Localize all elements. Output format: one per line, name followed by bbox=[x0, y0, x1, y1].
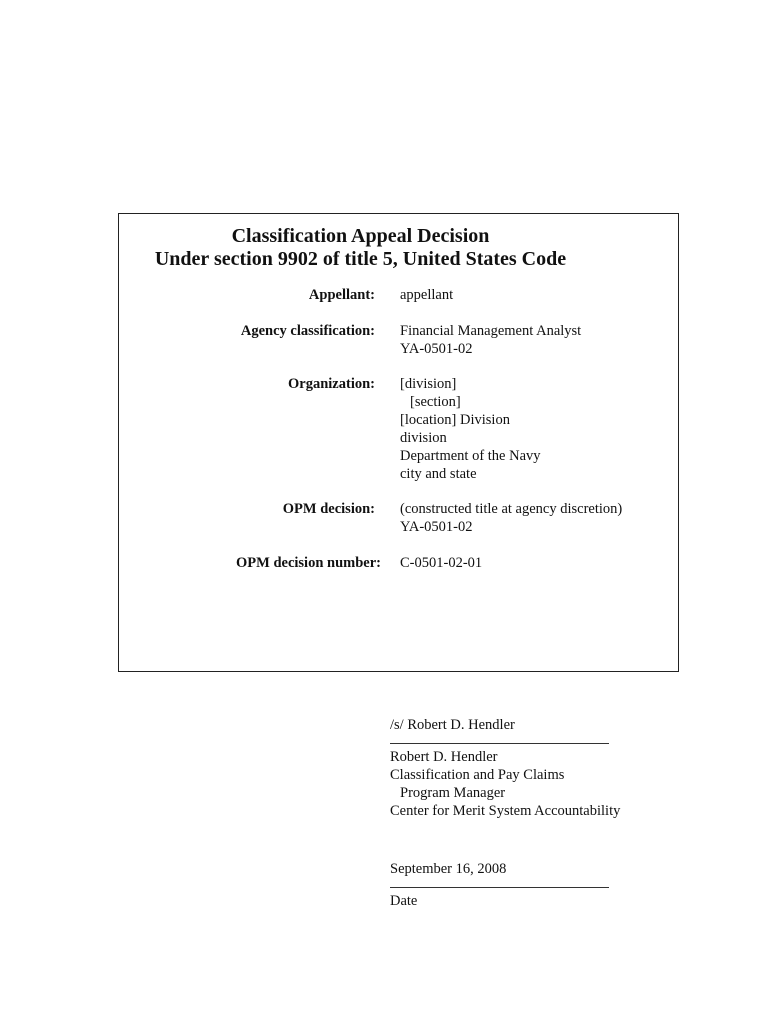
organization-line: division bbox=[400, 430, 447, 446]
organization-line: [section] bbox=[410, 394, 461, 410]
organization-line: Department of the Navy bbox=[400, 448, 541, 464]
signature-signed: /s/ Robert D. Hendler bbox=[390, 717, 515, 733]
organization-line: [division] bbox=[400, 376, 457, 392]
organization-line: city and state bbox=[400, 466, 477, 482]
signature-block bbox=[390, 716, 690, 820]
appellant-value bbox=[400, 286, 453, 304]
organization-value bbox=[400, 375, 541, 483]
organization-label: Organization: bbox=[288, 376, 375, 392]
opm-decision-grade: YA-0501-02 bbox=[400, 519, 473, 535]
document-title: Classification Appeal Decision bbox=[231, 225, 490, 247]
appellant-label: Appellant: bbox=[308, 287, 375, 303]
decision-box bbox=[118, 213, 679, 672]
signature-line bbox=[390, 743, 609, 744]
agency-classification-value bbox=[400, 322, 581, 358]
signer-title: Classification and Pay Claims bbox=[390, 767, 565, 783]
agency-classification-label: Agency classification: bbox=[240, 323, 375, 339]
opm-decision-value bbox=[400, 500, 622, 536]
date-line bbox=[390, 887, 609, 888]
signer-name: Robert D. Hendler bbox=[390, 749, 498, 765]
opm-decision-number: C-0501-02-01 bbox=[400, 555, 483, 571]
appellant-value-line: appellant bbox=[400, 287, 454, 303]
decision-date: September 16, 2008 bbox=[390, 861, 507, 877]
date-block bbox=[390, 860, 690, 910]
agency-classification-grade: YA-0501-02 bbox=[400, 341, 473, 357]
opm-decision-title: (constructed title at agency discretion) bbox=[400, 501, 623, 517]
opm-decision-label: OPM decision: bbox=[282, 501, 375, 517]
opm-decision-number-value bbox=[400, 554, 482, 572]
organization-line: [location] Division bbox=[400, 412, 510, 428]
signer-office: Center for Merit System Accountability bbox=[390, 803, 621, 819]
agency-classification-title: Financial Management Analyst bbox=[400, 323, 582, 339]
document-subtitle: Under section 9902 of title 5, United States Code bbox=[154, 248, 567, 270]
opm-decision-number-label: OPM decision number: bbox=[236, 555, 381, 571]
date-label: Date bbox=[390, 893, 418, 909]
signer-title-continued: Program Manager bbox=[400, 785, 506, 801]
